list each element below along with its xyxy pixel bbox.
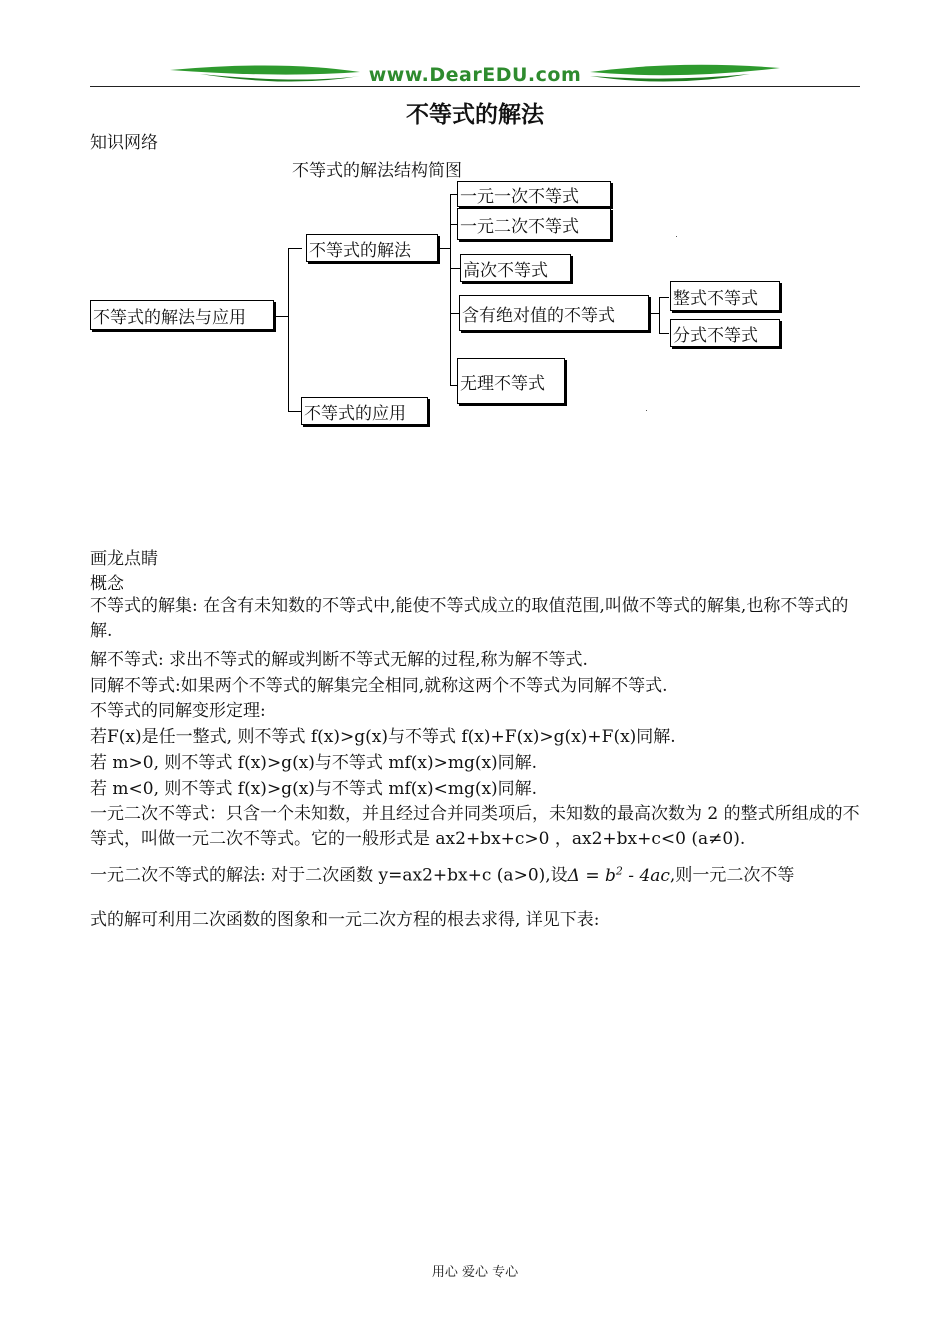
section-highlight: 画龙点睛 [90,549,158,569]
node-absolute: 含有绝对值的不等式 [459,295,649,331]
delta-formula [568,866,670,886]
section-concept: 概念 [90,574,124,594]
section-knowledge-network: 知识网络 [90,133,158,153]
page-title: 不等式的解法 [406,102,544,128]
right-leaf-swoosh [590,65,780,75]
node-integral: 整式不等式 [670,281,780,311]
connector [659,333,669,334]
node-higher: 高次不等式 [460,254,571,282]
node-root: 不等式的解法与应用 [90,300,274,330]
diagram-title: 不等式的解法结构简图 [292,161,462,181]
formula-rest: - 4ac [622,865,670,886]
quad-method-after: ,则一元二次不等 [669,865,795,886]
paragraph: 不等式的同解变形定理: [90,701,266,721]
connector [659,297,669,298]
node-fractional: 分式不等式 [670,319,780,347]
connector [450,268,460,269]
node-quadratic: 一元二次不等式 [457,208,611,240]
connector [288,248,302,249]
quad-method-before: 一元二次不等式的解法: 对于二次函数 y=ax2+bx+c (a>0),设 [90,865,568,886]
connector [659,297,660,334]
left-swoosh-tail [200,74,360,82]
paragraph: 若 m<0, 则不等式 f(x)>g(x)与不等式 mf(x)<mg(x)同解. [90,779,538,799]
connector [288,248,289,412]
paragraph: 同解不等式:如果两个不等式的解集完全相同,就称这两个不等式为同解不等式. [90,676,668,696]
node-irrational: 无理不等式 [457,358,565,404]
left-leaf-swoosh [170,65,360,74]
paragraph: 若 m>0, 则不等式 f(x)>g(x)与不等式 mf(x)>mg(x)同解. [90,753,538,773]
paragraph: 若F(x)是任一整式, 则不等式 f(x)>g(x)与不等式 f(x)+F(x)>g(x)+F(x)同解. [90,727,676,747]
connector [438,248,450,249]
node-linear: 一元一次不等式 [457,181,611,207]
node-application: 不等式的应用 [301,397,428,425]
connector [288,411,302,412]
paragraph: 一元二次不等式：只含一个未知数，并且经过合并同类项后，未知数的最高次数为 2 的整式所组成的不等式，叫做一元二次不等式。它的一般形式是 ax2+bx+c>0 ，ax2+bx+c<0 (a≠0). [90,804,860,849]
footer-text: 用心 爱心 专心 [431,1265,519,1280]
node-solving: 不等式的解法 [306,234,438,262]
quadratic-method-line [90,858,865,889]
formula-delta: Δ = b [567,865,616,886]
stray-dot [646,410,647,411]
paragraph: 解不等式: 求出不等式的解或判断不等式无解的过程,称为解不等式. [90,650,588,670]
header-rule [90,86,860,87]
formula-exponent: 2 [615,864,623,877]
connector [275,316,289,317]
stray-dot [676,236,677,237]
quadratic-method-continued: 式的解可利用二次函数的图象和一元二次方程的根去求得, 详见下表: [90,910,600,930]
site-logo: www.DearEDU.com [368,64,582,86]
paragraph: 不等式的解集: 在含有未知数的不等式中,能使不等式成立的取值范围,叫做不等式的解集,也称不等式的解. [90,596,849,641]
connector [450,194,451,386]
